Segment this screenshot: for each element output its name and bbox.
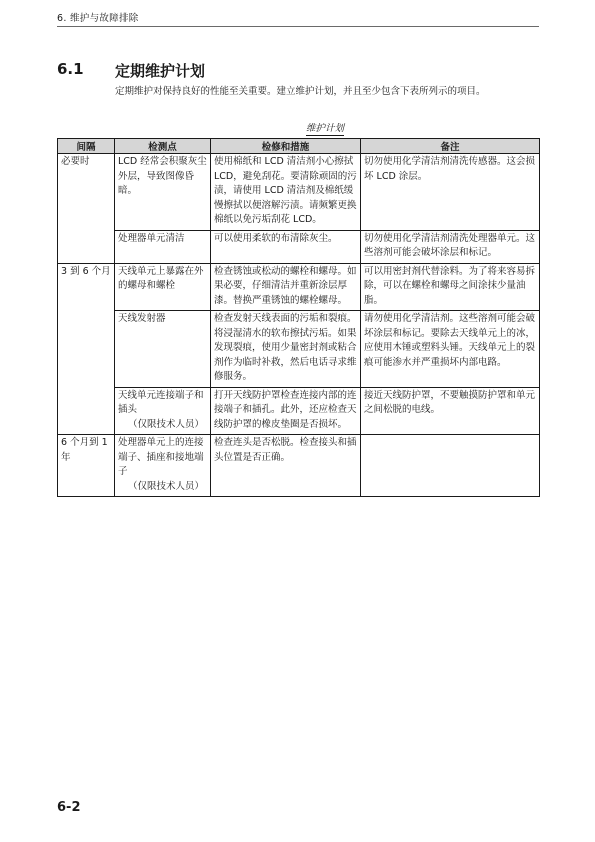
section-number: 6.1 (57, 60, 84, 78)
action-cell: 可以使用柔软的布清除灰尘。 (211, 230, 361, 263)
checkpoint-text: 天线单元连接端子和插头 (118, 389, 204, 415)
technician-only-note: （仅限技术人员） (128, 480, 205, 492)
remarks-cell: 切勿使用化学清洁剂清洗处理器单元。这些溶剂可能会破坏涂层和标记。 (361, 230, 540, 263)
table-row (58, 435, 540, 497)
table-row (58, 387, 540, 435)
table-header-row (58, 139, 540, 154)
table-row (58, 230, 540, 263)
action-cell: 检查锈蚀或松动的螺栓和螺母。如果必要，仔细清洁并重新涂层厚漆。替换严重锈蚀的螺栓螺母。 (211, 263, 361, 311)
section-title: 定期维护计划 (115, 62, 206, 80)
remarks-cell: 可以用密封剂代替涂料。为了将来容易拆除，可以在螺栓和螺母之间涂抹少量油脂。 (361, 263, 540, 311)
remarks-cell: 请勿使用化学清洁剂。这些溶剂可能会破坏涂层和标记。要除去天线单元上的冰，应使用木锤或塑料头锤。天线单元上的裂痕可能渗水并严重损坏内部电路。 (361, 311, 540, 388)
technician-only-note: （仅限技术人员） (128, 418, 205, 430)
action-cell: 使用棉纸和 LCD 清洁剂小心擦拭 LCD，避免刮花。要清除顽固的污渍，请使用 LCD 清洁剂及棉纸缓慢擦拭以便溶解污渍。请频繁更换棉纸以免污垢刮花 LCD。 (211, 154, 361, 231)
remarks-cell: 切勿使用化学清洁剂清洗传感器。这会损坏 LCD 涂层。 (361, 154, 540, 231)
header-remarks: 备注 (361, 139, 540, 154)
table-caption-text: 维护计划 (305, 123, 344, 134)
checkpoint-cell: 处理器单元清洁 (115, 230, 211, 263)
table-row (58, 311, 540, 388)
header-action: 检修和措施 (211, 139, 361, 154)
checkpoint-cell: 天线单元上暴露在外的螺母和螺栓 (115, 263, 211, 311)
checkpoint-cell (115, 435, 211, 497)
checkpoint-text: 处理器单元上的连接端子、插座和接地端子 (118, 437, 204, 477)
header-interval: 间隔 (58, 139, 115, 154)
remarks-cell (361, 435, 540, 497)
interval-cell: 3 到 6 个月 (58, 263, 115, 435)
table-row (58, 263, 540, 311)
checkpoint-cell: LCD 经常会积聚灰尘外层，导致图像昏暗。 (115, 154, 211, 231)
checkpoint-cell (115, 387, 211, 435)
header-checkpoint: 检测点 (115, 139, 211, 154)
header-rule (57, 26, 539, 27)
action-cell: 打开天线防护罩检查连接内部的连接端子和插孔。此外，还应检查天线防护罩的橡皮垫圈是否损坏。 (211, 387, 361, 435)
maintenance-table (57, 138, 540, 497)
checkpoint-cell: 天线发射器 (115, 311, 211, 388)
interval-cell: 6 个月到 1 年 (58, 435, 115, 497)
remarks-cell: 接近天线防护罩，不要触摸防护罩和单元之间松脱的电线。 (361, 387, 540, 435)
running-header: 6. 维护与故障排除 (57, 13, 139, 24)
table-row (58, 154, 540, 231)
action-cell: 检查发射天线表面的污垢和裂痕。将浸湿清水的软布擦拭污垢。如果发现裂痕，使用少量密封剂或粘合剂作为临时补救，然后电话寻求维修服务。 (211, 311, 361, 388)
table-caption (115, 120, 535, 134)
page-number: 6-2 (57, 800, 81, 815)
intro-paragraph: 定期维护对保持良好的性能至关重要。建立维护计划，并且至少包含下表所列示的项目。 (115, 86, 486, 97)
maintenance-table-wrapper (57, 138, 539, 497)
interval-cell: 必要时 (58, 154, 115, 264)
action-cell: 检查连头是否松脱。检查接头和插头位置是否正确。 (211, 435, 361, 497)
